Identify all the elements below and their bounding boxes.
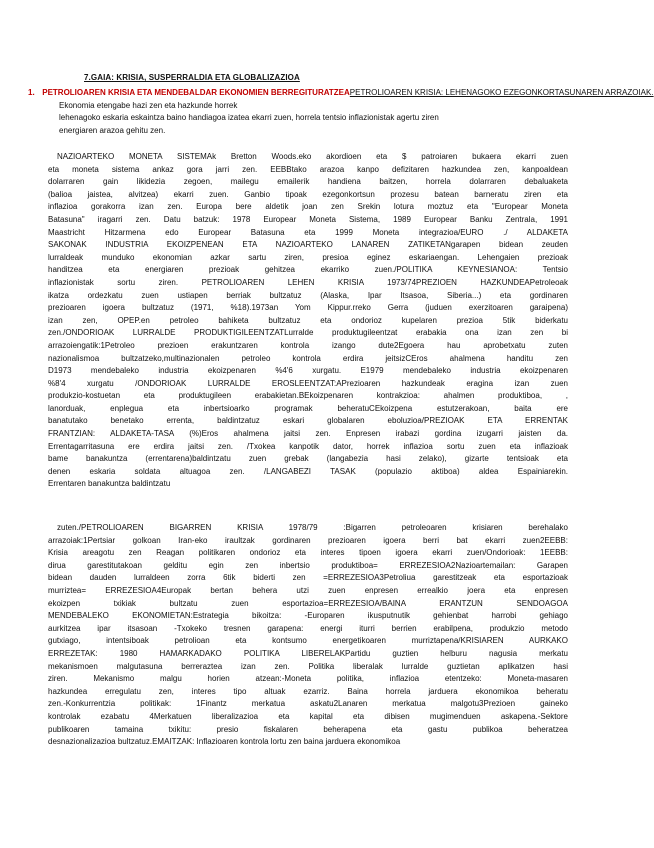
page-title: 7.GAIA: KRISIA, SUSPERRALDIA ETA GLOBALIZAZIOA — [84, 73, 300, 82]
text-line: zuten./PETROLIOAREN BIGARREN KRISIA 1978/79 :Bigarren petroleoaren krisiaren berehalako — [57, 523, 568, 532]
text-line: MENDEBALEKO EKONOMIETAN:Estrategia bikoitza: -Europaren ikusputnutik gehienbat harrobi gehiago — [48, 611, 568, 621]
text-line: mekanismoen malgutasuna berreraztea izan zen. Politika liberalak lurralde guztietan aplikatzen hasi — [48, 661, 568, 671]
text-line: dolarraren gain likidezia zegoen, mailegu emailerik handiena baitzen, horrela dolarraren debaluaketa — [48, 177, 568, 187]
text-line: inflazioa gorakorra izan zen. Europa bere aldetik joan zen Srekin lotura moztuz eta "Europear Moneta — [48, 202, 568, 212]
text-line: dirua garestitutakoan gelditu egin zen inbertsio produktiboa= ERREZESIOA2Nazioartemailan: Garapen — [48, 560, 568, 570]
text-line: SAKONAK INDUSTRIA EKOIZPENEAN ETA NAZIOARTEKO LANAREN ZATIKETANgarapen bidean zeuden — [48, 240, 568, 250]
text-line: handitzea eta energiaren prezioak gehitzea ekarriko zuen./POLITIKA KEYNESIANOA: Tentsio — [48, 265, 568, 275]
text-line: inflazionistak sortu ziren. PETROLIOAREN LEHEN KRISIA 1973/74PREZIOEN HAZKUNDEAPetroleoak — [48, 277, 568, 287]
text-line: bame banakuntza (errentarena)baldintzatu zuen grebak (langabezia hasi zelako), gizarte tentsioak eta — [48, 454, 568, 464]
section-number: 1. — [28, 88, 35, 97]
section-heading: PETROLIOAREN KRISIA ETA MENDEBALDAR EKONOMIEN BERREGITURATZEA — [42, 88, 350, 97]
text-line: ziren. Mekanismo malgu horien atzean:-Moneta politika, inflazioa etentzeko: Moneta-masaren — [48, 674, 568, 684]
section-text-line: lehenagoko eskaria eskaintza baino handiagoa izatea ekarri zuen, horrela tentsio inflazionistak agertu ziren — [59, 113, 439, 123]
text-line: Maastricht Hitzarmena edo Europear Batasuna eta 1999 Moneta integrazioa/EURO ./ ALDAKETA — [48, 227, 568, 237]
text-line: ikatza ordezkatu zuen ustiapen berriak bultzatuz (Alaska, Ipar Itsasoa, Siberia...) eta gordinaren — [48, 290, 568, 300]
section-text-line: Ekonomia etengabe hazi zen eta hazkunde horrek — [59, 100, 238, 110]
text-line: murriztea= ERREZESIOA4Europak bertan behera utzi zuen enpresen errealkio joera eta enpresen — [48, 585, 568, 595]
paragraph-monetary-system — [48, 151, 568, 491]
text-line: gutxiago, intentsiboak petrolioan eta kontsumo energetikoaren murriztapena/KRISIAREN AURKAKO — [48, 636, 568, 646]
text-line: Errentagarritasuna ere erdira jaitsi zen. /Txokea kanpotik dator, horrek inflazioa sortu zuen eta inflazioak — [48, 441, 568, 451]
text-line: bidean dauden lurraldeen zorra 6tik biderti zen =ERREZESIOA3Petroliua garestitzeak eta esportazioak — [48, 573, 568, 583]
text-line: eta moneta sistema ankaz gora jarri zen. EEBBtako arazoa kanpo defizitaren hazkundea zen, kanpoaldean — [48, 164, 568, 174]
text-line: produkzio-kostuetan eta produktugileen erabakietan.BEkoizpenaren kontrakzioa: ahalmen produktiboa, , — [48, 391, 568, 401]
paragraph-second-crisis — [48, 522, 568, 749]
text-line: ERREZETAK: 1980 HAMARKADAKO POLITIKA LIBERELAKPartidu guztien helburu nagusia merkatu — [48, 648, 568, 658]
text-line: %8'4 xurgatu /ONDORIOAK LURRALDE EROSLEENTZAT:APrezioaren hazkundeak eragina izan zuen — [48, 378, 568, 388]
text-line: ekoizpen txikiak bultzatu zuen esportazioa=ERREZESIOA/BAINA ERANTZUN SENDOAGOA — [48, 598, 568, 608]
section-text-line: energiaren arazoa gehitu zen. — [59, 125, 166, 135]
text-line: lurraldeak munduko ekonomian azkar sartu ziren, presioa eginez eskariaengan. Lehengaien prezioak — [48, 252, 568, 262]
section-1 — [28, 87, 654, 137]
text-line: nazionalismoa bultzatzeko,multinazionalen petroleo kontrola erdira jeitsizCEros ahalmena handitu zen — [48, 353, 568, 363]
subsection-heading: PETROLIOAREN KRISIA: LEHENAGOKO EZEGONKORTASUNAREN ARRAZOIAK. — [349, 88, 654, 97]
text-line: denen eskaria soldata altuagoa zen. /LANGABEZI TASAK (populazio aktiboa) aldea Espainiarekin. — [48, 466, 568, 476]
text-line: aurkitzea ipar itsasoan -Txokeko tresnen garapena: energi iturri berrien erabilpena, produkzio metodo — [48, 623, 568, 633]
text-line: lanorduak, enplegua eta inbertsioarko programak beheratuCEkoizpena estutzerakoan, baita ere — [48, 403, 568, 413]
text-line: publikoaren tamaina txikitu: presio fiskalaren beherapena eta gastu publikoa beheratzea — [48, 724, 568, 734]
text-line: zen./ONDORIOAK LURRALDE PRODUKTIGILEENTZATLurralde produktugileentzat erabakia ona izan zen bi — [48, 328, 568, 338]
text-line: kontrolak ezabatu 4Merkatuen liberalizazioa eta kapital eta dibisen mugimenduen askapena.-Sektore — [48, 711, 568, 721]
text-line: prezioaren igoera bultzatuz (1971, %18).1973an Yom Kippur.rreko Gerra (juduen exerzitoaren garaipena) — [48, 303, 568, 313]
text-line: banatutako benetako errenta, baldintzatuz eskari globalaren eboluzioa/PREZIOAK ETA ERRENTAK — [48, 416, 568, 426]
text-line: FRANTZIAN: ALDAKETA-TASA (%)Eros ahalmena jaitsi zen. Enpresen irabazi gordina izugarri jaisten da. — [48, 429, 568, 439]
text-line: Krisia areagotu zen Reagan politikaren ondorioz eta interes tipoen igoera ekarri zuen/Ondorioak: 1EEBB: — [48, 548, 568, 558]
text-line: desnazionalizazioa bultzatuz.EMAITZAK: Inflazioaren kontrola lortu zen baina jarduera ekonomikoa — [48, 737, 401, 747]
text-line: D1973 mendebaleko industria ekoizpenaren %4'6 xurgatu. E1979 mendebaleko industria ekoizpenaren — [48, 366, 568, 376]
text-line: Batasuna" iragarri zen. Datu batzuk: 1978 Europear Moneta Sistema, 1989 Europear Banku Zentrala, 1991 — [48, 214, 568, 224]
text-line: arrazoiengatik:1Petroleo prezioen erakuntzaren kontrola izango dute2Egoera hau aprobetxatu zuten — [48, 340, 568, 350]
text-line: hazkundea erregulatu zen, interes tipo altuak ezarriz. Baina horrela jarduera ekonomikoa beheratu — [48, 686, 568, 696]
text-line: arrazoiak:1Pertsiar golkoan Iran-eko iraultzak gordinaren prezioaren igoera berri bat ekarri zuen2EEBB: — [48, 535, 568, 545]
text-line: NAZIOARTEKO MONETA SISTEMAk Bretton Woods.eko akordioen eta $ patroiaren bukaera ekarri zuen — [57, 152, 568, 161]
text-line: Errentaren banakuntza baldintzatu — [48, 479, 171, 489]
text-line: izan zen, OPEP.en petroleo bahiketa bultzatuz eta ondorioz kupelaren prezioa 5tik biderkatu — [48, 315, 568, 325]
text-line: (balioa jaistea, alvitzea) ekarri zuen. Ganbio tipoak ezegonkortsun prozesu batean barneratu ziren eta — [48, 189, 568, 199]
text-line: zen.-Konkurrentzia politikak: 1Finantz merkatua askatu2Lanaren merkatua malgotu3Prezioen gaineko — [48, 699, 568, 709]
